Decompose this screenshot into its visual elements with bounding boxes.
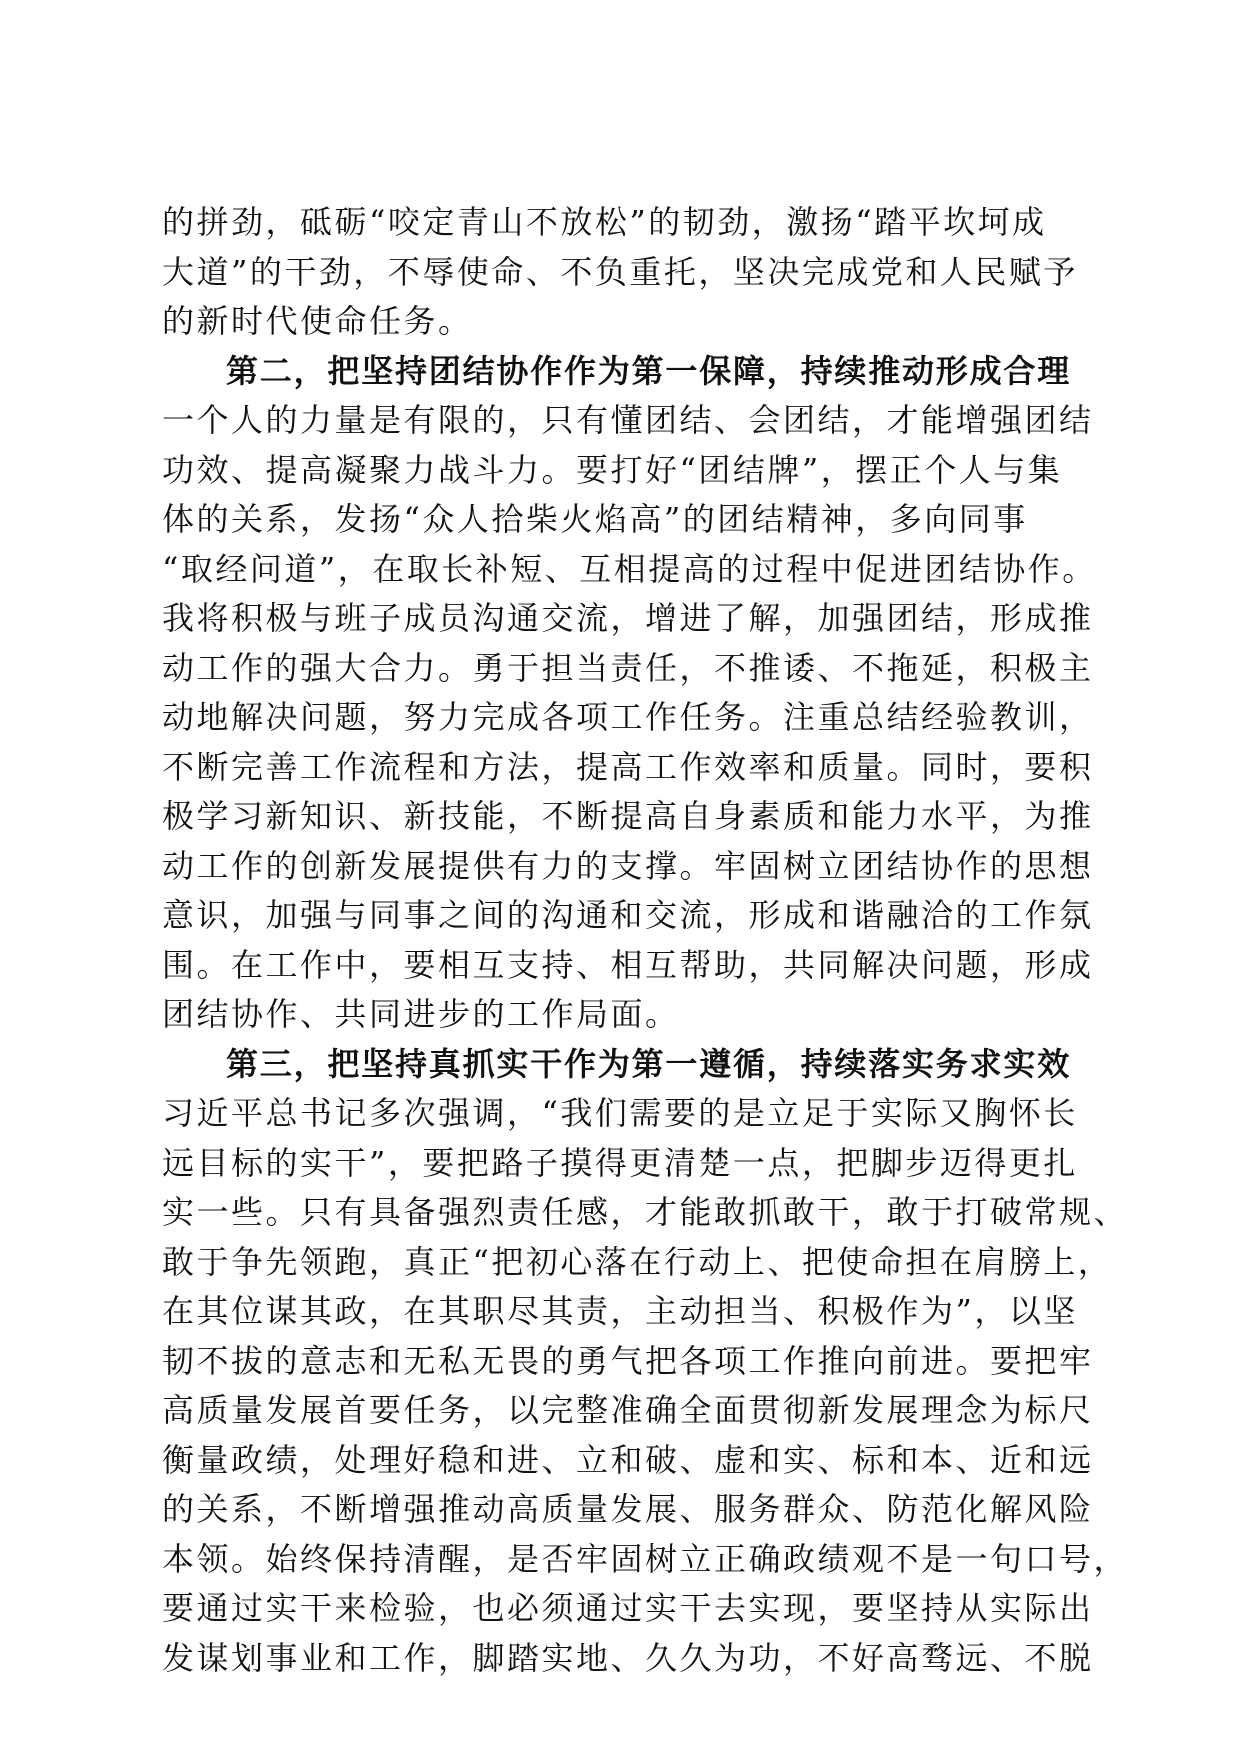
body-line: 远目标的实干”，要把路子摸得更清楚一点，把脚步迈得更扎	[162, 1143, 1078, 1182]
body-line: 的新时代使命任务。	[162, 302, 473, 340]
body-line: 习近平总书记多次强调，“我们需要的是立足于实际又胸怀长	[162, 1094, 1078, 1132]
body-line: 敢于争先领跑，真正“把初心落在行动上、把使命担在肩膀上，	[162, 1242, 1113, 1281]
body-line: “取经问道”，在取长补短、互相提高的过程中促进团结协作。	[162, 549, 1097, 588]
body-line: 功效、提高凝聚力战斗力。要打好“团结牌”，摆正个人与集	[162, 450, 1063, 489]
body-line: 我将积极与班子成员沟通交流，增进了解，加强团结，形成推	[162, 599, 1094, 637]
body-line: 要通过实干来检验，也必须通过实干去实现，要坚持从实际出	[162, 1589, 1094, 1627]
body-line: 的关系，不断增强推动高质量发展、服务群众、防范化解风险	[162, 1490, 1094, 1528]
body-line: 实一些。只有具备强烈责任感，才能敢抓敢干，敢于打破常规、	[162, 1193, 1129, 1231]
body-line: 的拼劲，砥砺“咬定青山不放松”的韧劲，激扬“踏平坎坷成	[162, 203, 1047, 241]
body-line: 韧不拔的意志和无私无畏的勇气把各项工作推向前进。要把牢	[162, 1341, 1094, 1380]
body-line: 本领。始终保持清醒，是否牢固树立正确政绩观不是一句口号，	[162, 1539, 1129, 1578]
body-line: 动地解决问题，努力完成各项工作任务。注重总结经验教训，	[162, 698, 1094, 736]
section-heading-3: 第三，把坚持真抓实干作为第一遵循，持续落实务求实效	[226, 1044, 1072, 1083]
body-line: 体的关系，发扬“众人拾柴火焰高”的团结精神，多向同事	[162, 500, 1028, 538]
section-heading-2: 第二，把坚持团结协作作为第一保障，持续推动形成合理	[226, 351, 1072, 390]
body-line: 围。在工作中，要相互支持、相互帮助，共同解决问题，形成	[162, 945, 1094, 984]
body-line: 衡量政绩，处理好稳和进、立和破、虚和实、标和本、近和远	[162, 1440, 1094, 1479]
body-line: 在其位谋其政，在其职尽其责，主动担当、积极作为”，以坚	[162, 1292, 1078, 1330]
body-line: 意识，加强与同事之间的沟通和交流，形成和谐融洽的工作氛	[162, 896, 1094, 934]
body-line: 不断完善工作流程和方法，提高工作效率和质量。同时，要积	[162, 747, 1094, 786]
body-line: 极学习新知识、新技能，不断提高自身素质和能力水平，为推	[162, 797, 1094, 835]
body-line: 发谋划事业和工作，脚踏实地、久久为功，不好高骛远、不脱	[162, 1638, 1094, 1677]
body-line: 团结协作、共同进步的工作局面。	[162, 995, 680, 1033]
body-line: 动工作的创新发展提供有力的支撑。牢固树立团结协作的思想	[162, 846, 1094, 885]
body-line: 一个人的力量是有限的，只有懂团结、会团结，才能增强团结	[162, 401, 1094, 439]
body-line: 大道”的干劲，不辱使命、不负重托，坚决完成党和人民赋予	[162, 252, 1078, 291]
document-body	[162, 198, 1129, 1683]
body-line: 动工作的强大合力。勇于担当责任，不推诿、不拖延，积极主	[162, 648, 1094, 687]
body-line: 高质量发展首要任务，以完整准确全面贯彻新发展理念为标尺	[162, 1391, 1094, 1429]
